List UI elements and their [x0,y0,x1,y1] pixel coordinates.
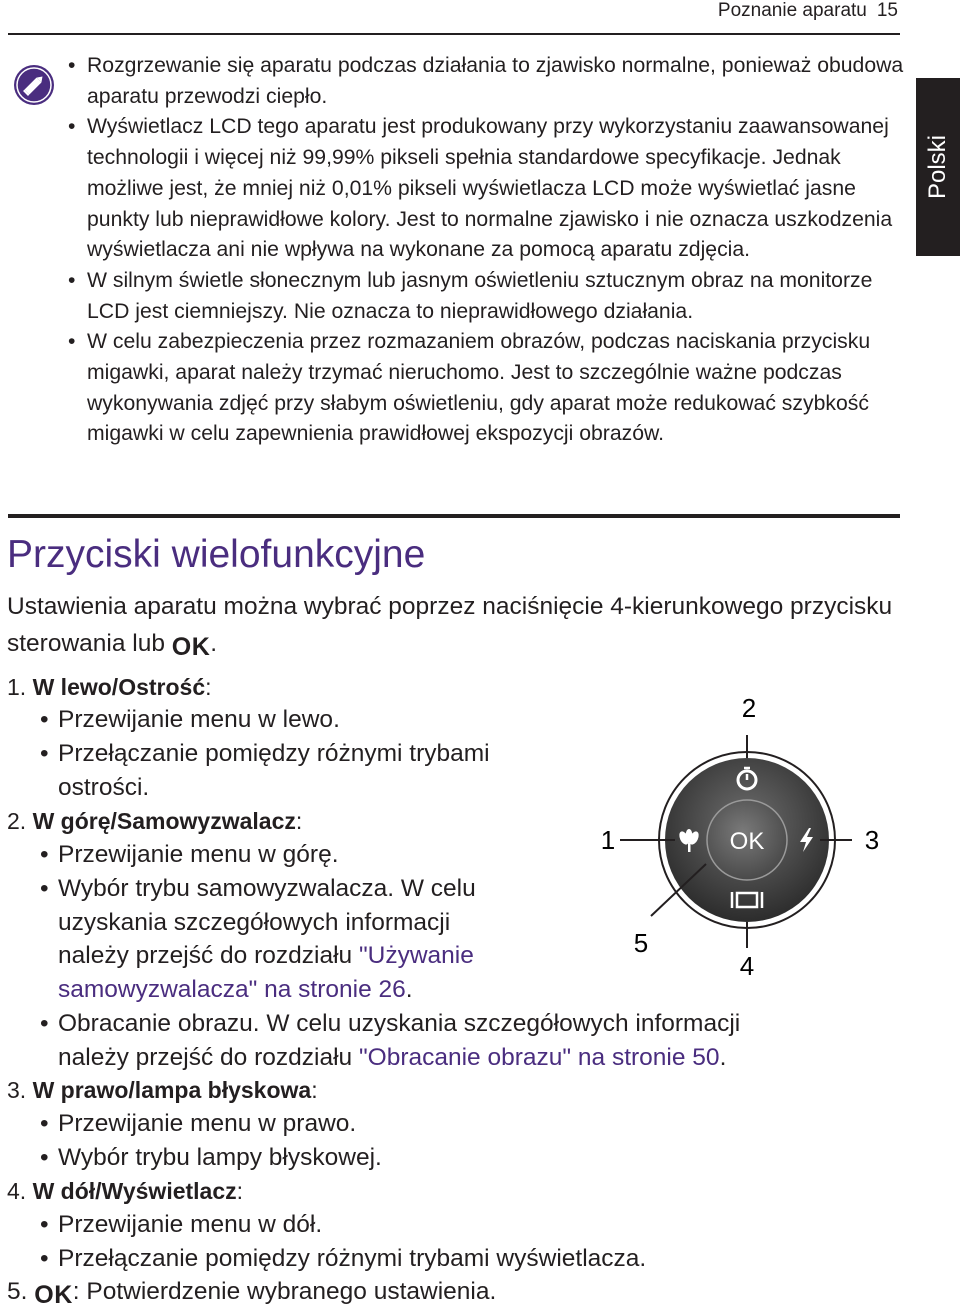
dial-label-center: 5 [633,928,649,958]
language-tab [916,78,960,256]
pencil-note-icon [13,64,55,106]
control-dial-diagram [590,690,900,990]
list-item: • Wybór trybu lampy błyskowej. [40,1144,382,1171]
dial-label-down: 4 [739,951,755,981]
list-item: • Przewijanie menu w górę. [40,841,339,868]
list-item: • Obracanie obrazu. W celu uzyskania szczegółowych informacji należy przejść do rozdziału "Obracanie obrazu" na stronie 50. [40,1010,741,1071]
note-item: • W celu zabezpieczenia przez rozmazaniem obrazów, podczas naciskania przycisku migawki, aparat należy trzymać nieruchomo. Jest to szczególnie ważne podczas wykonywania zdjęć przy słabym oświetleniu, gdy aparat może redukować szybkość migawki w celu zapewnienia prawidłowej ekspozycji obrazów. [68,330,871,446]
item-3-heading: 3. W prawo/lampa błyskowa: [7,1077,318,1103]
running-header [718,0,898,22]
dial-center-label: OK [729,828,765,855]
page-number: 15 [876,0,898,21]
ok-glyph: OK [171,633,211,661]
ok-glyph: OK [34,1281,73,1309]
item-2-heading: 2. W górę/Samowyzwalacz: [7,808,303,834]
section-title: Przyciski wielofunkcyjne [7,533,426,576]
dial-label-left: 1 [600,825,616,855]
list-item: • Przełączanie pomiędzy różnymi trybami ostrości. [40,740,490,801]
link-self-timer-page[interactable]: samowyzwalacza" na stronie 26 [58,976,406,1004]
note-list [68,51,908,450]
list-item: • Przewijanie menu w dół. [40,1211,323,1238]
note-item: • Rozgrzewanie się aparatu podczas działania to zjawisko normalne, ponieważ obudowa aparatu przewodzi ciepło. [68,54,904,108]
list-item: • Przewijanie menu w prawo. [40,1110,357,1137]
dial-label-right: 3 [864,825,880,855]
item-5-heading: 5. OK: Potwierdzenie wybranego ustawienia. [7,1278,497,1309]
link-rotate-image[interactable]: "Obracanie obrazu" na stronie 50 [358,1043,720,1071]
header-section: Poznanie aparatu [717,0,867,21]
note-item: • W silnym świetle słonecznym lub jasnym oświetleniu sztucznym obraz na monitorze LCD jest ciemniejszy. Nie oznacza to nieprawidłowego działania. [68,268,873,323]
section-divider [8,514,900,518]
section-intro: Ustawienia aparatu można wybrać poprzez naciśnięcie 4-kierunkowego przycisku sterowania lub OK. [7,593,893,661]
language-tab-label: Polski [924,134,951,200]
list-item: • Przewijanie menu w lewo. [40,706,340,733]
link-self-timer[interactable]: "Używanie [358,942,474,970]
list-item: • Przełączanie pomiędzy różnymi trybami wyświetlacza. [40,1245,647,1272]
item-4-heading: 4. W dół/Wyświetlacz: [7,1178,244,1204]
ok-center-button[interactable] [707,800,787,880]
list-item: • Wybór trybu samowyzwalacza. W celu uzyskania szczegółowych informacji należy przejść do rozdziału "Używanie samowyzwalacza" na stronie 26. [40,875,476,1004]
note-item: • Wyświetlacz LCD tego aparatu jest produkowany przy wykorzystaniu zaawansowanej technologii i więcej niż 99,99% pikseli spełnia standardowe specyfikacje. Jednak możliwe jest, że mniej niż 0,01% pikseli wyświetlacza LCD może wyświetlać jasne punkty lub nieprawidłowe kolory. Jest to normalne zjawisko i nie oznacza uszkodzenia wyświetlacza ani nie wpływa na wykonane za pomocą aparatu zdjęcia. [68,115,893,262]
dial-label-up: 2 [741,693,757,723]
item-1-heading: 1. W lewo/Ostrość: [7,674,212,700]
header-rule [8,33,900,35]
